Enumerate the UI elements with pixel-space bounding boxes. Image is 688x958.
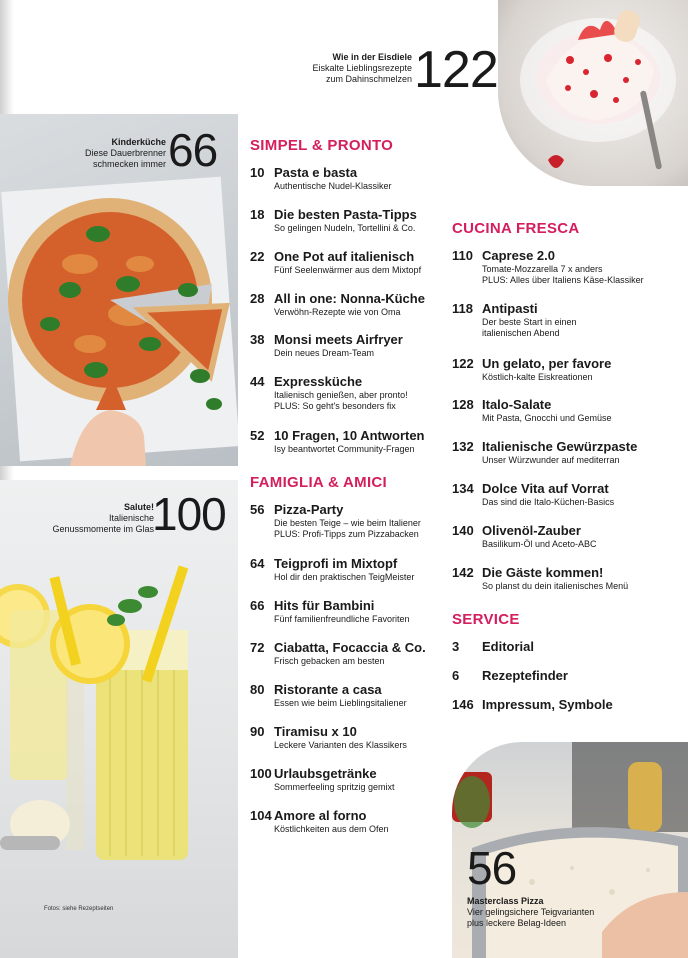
- toc-entry[interactable]: [452, 523, 682, 550]
- entry-subtitle: Der beste Start in einen: [482, 317, 577, 327]
- toc-entry[interactable]: [452, 668, 682, 684]
- entry-title: Impressum, Symbole: [482, 697, 613, 712]
- toc-entry[interactable]: [250, 165, 450, 192]
- dough-teaser: [467, 896, 647, 929]
- entry-page-number: 90: [250, 724, 265, 739]
- entry-page-number: 134: [452, 481, 474, 496]
- toc-entry[interactable]: [250, 556, 450, 583]
- entry-page-number: 18: [250, 207, 265, 222]
- entry-page-number: 3: [452, 639, 460, 654]
- toc-entry[interactable]: [250, 332, 450, 359]
- entry-title: Caprese 2.0: [482, 248, 555, 263]
- entry-page-number: 10: [250, 165, 265, 180]
- drinks-photo: [0, 480, 238, 958]
- entry-title: Die Gäste kommen!: [482, 565, 604, 580]
- drinks-illustration: [0, 480, 238, 958]
- entry-subtitle: So gelingen Nudeln, Tortellini & Co.: [274, 223, 416, 233]
- entry-subtitle: Verwöhn-Rezepte wie von Oma: [274, 307, 401, 317]
- toc-entry[interactable]: [452, 639, 682, 655]
- drinks-page-number: 100: [152, 488, 226, 540]
- entry-page-number: 66: [250, 598, 265, 613]
- entry-page-number: 110: [452, 248, 473, 263]
- entry-page-number: 52: [250, 428, 265, 443]
- icecream-photo: [498, 0, 688, 186]
- entry-page-number: 38: [250, 332, 265, 347]
- icecream-teaser-line-1: Eiskalte Lieblingsrezepte: [312, 63, 412, 73]
- toc-entry[interactable]: [250, 502, 450, 540]
- drinks-teaser-line-2: Genussmomente im Glas: [52, 524, 154, 534]
- entry-title: All in one: Nonna-Küche: [274, 291, 425, 306]
- entry-page-number: 132: [452, 439, 474, 454]
- drinks-teaser-title: Salute!: [123, 502, 154, 512]
- section-heading-service: SERVICE: [452, 611, 520, 628]
- entry-subtitle: Isy beantwortet Community-Fragen: [274, 444, 415, 454]
- toc-entry[interactable]: [452, 301, 682, 339]
- entry-title: Tiramisu x 10: [274, 724, 357, 739]
- icecream-teaser: [292, 52, 412, 85]
- entry-subtitle: Authentische Nudel-Klassiker: [274, 181, 392, 191]
- entry-subtitle: PLUS: So geht's besonders fix: [274, 401, 396, 411]
- entry-title: Italienische Gewürzpaste: [482, 439, 638, 454]
- entry-title: Antipasti: [482, 301, 538, 316]
- entry-page-number: 142: [452, 565, 474, 580]
- toc-entry[interactable]: [250, 808, 450, 835]
- entry-title: Urlaubsgetränke: [274, 766, 377, 781]
- entry-subtitle: So planst du dein italienisches Menü: [482, 581, 629, 591]
- entry-page-number: 6: [452, 668, 460, 683]
- toc-entry[interactable]: [452, 439, 682, 466]
- entry-title: Teigprofi im Mixtopf: [274, 556, 398, 571]
- toc-entry[interactable]: [250, 249, 450, 276]
- entry-subtitle: PLUS: Profi-Tipps zum Pizzabacken: [274, 529, 419, 539]
- entry-page-number: 118: [452, 301, 473, 316]
- entry-title: Editorial: [482, 639, 535, 654]
- entry-subtitle: Basilikum-Öl und Aceto-ABC: [482, 539, 597, 549]
- pizza-teaser: [50, 137, 166, 170]
- toc-entry[interactable]: [452, 481, 682, 508]
- entry-subtitle: Sommerfeeling spritzig gemixt: [274, 782, 395, 792]
- entry-title: One Pot auf italienisch: [274, 249, 415, 264]
- entry-subtitle: Tomate-Mozzarella 7 x anders: [482, 264, 603, 274]
- drinks-teaser-line-1: Italienische: [108, 513, 154, 523]
- entry-title: Ciabatta, Focaccia & Co.: [274, 640, 426, 655]
- toc-entry[interactable]: [250, 207, 450, 234]
- toc-entry[interactable]: [452, 397, 682, 424]
- dough-teaser-line-2: plus leckere Belag-Ideen: [467, 918, 567, 928]
- entry-subtitle: Köstlich-kalte Eiskreationen: [482, 372, 593, 382]
- toc-entry[interactable]: [452, 248, 682, 286]
- entry-subtitle: Leckere Varianten des Klassikers: [274, 740, 407, 750]
- toc-entry[interactable]: [250, 598, 450, 625]
- entry-subtitle: Essen wie beim Lieblingsitaliener: [274, 698, 407, 708]
- toc-entry[interactable]: [250, 682, 450, 709]
- entry-page-number: 72: [250, 640, 265, 655]
- entry-title: Pizza-Party: [274, 502, 344, 517]
- icecream-teaser-line-2: zum Dahinschmelzen: [325, 74, 412, 84]
- entry-subtitle: Die besten Teige – wie beim Italiener: [274, 518, 421, 528]
- entry-subtitle: Fünf familienfreundliche Favoriten: [274, 614, 410, 624]
- entry-title: Die besten Pasta-Tipps: [274, 207, 417, 222]
- entry-title: Pasta e basta: [274, 165, 358, 180]
- entry-subtitle: Frisch gebacken am besten: [274, 656, 385, 666]
- section-heading-simpel: SIMPEL & PRONTO: [250, 137, 394, 154]
- entry-subtitle: Dein neues Dream-Team: [274, 348, 375, 358]
- entry-subtitle: Mit Pasta, Gnocchi und Gemüse: [482, 413, 612, 423]
- entry-subtitle: Italienisch genießen, aber pronto!: [274, 390, 408, 400]
- entry-page-number: 128: [452, 397, 474, 412]
- entry-title: Expressküche: [274, 374, 363, 389]
- entry-title: Italo-Salate: [482, 397, 552, 412]
- dough-page-number: 56: [467, 842, 517, 894]
- entry-title: Amore al forno: [274, 808, 367, 823]
- entry-title: Monsi meets Airfryer: [274, 332, 403, 347]
- entry-subtitle: Das sind die Italo-Küchen-Basics: [482, 497, 615, 507]
- entry-subtitle: Fünf Seelenwärmer aus dem Mixtopf: [274, 265, 422, 275]
- entry-page-number: 28: [250, 291, 265, 306]
- dough-teaser-line-1: Vier gelingsichere Teigvarianten: [467, 907, 595, 917]
- entry-title: Dolce Vita auf Vorrat: [482, 481, 609, 496]
- entry-page-number: 146: [452, 697, 474, 712]
- entry-title: Rezeptefinder: [482, 668, 568, 683]
- entry-page-number: 56: [250, 502, 265, 517]
- entry-title: Ristorante a casa: [274, 682, 382, 697]
- icecream-teaser-title: Wie in der Eisdiele: [332, 52, 412, 62]
- section-heading-famiglia: FAMIGLIA & AMICI: [250, 474, 388, 491]
- icecream-page-number: 122: [414, 41, 498, 99]
- toc-entry[interactable]: [250, 640, 450, 667]
- dough-teaser-title: Masterclass Pizza: [467, 896, 544, 906]
- toc-entry[interactable]: [452, 697, 682, 713]
- pizza-teaser-line-1: Diese Dauerbrenner: [84, 148, 166, 158]
- entry-title: Hits für Bambini: [274, 598, 375, 613]
- toc-entry[interactable]: [250, 374, 450, 412]
- entry-page-number: 140: [452, 523, 474, 538]
- toc-entry[interactable]: [250, 291, 450, 318]
- entry-page-number: 100: [250, 766, 272, 781]
- entry-page-number: 80: [250, 682, 265, 697]
- toc-entry[interactable]: [250, 724, 450, 751]
- entry-page-number: 122: [452, 356, 474, 371]
- entry-page-number: 64: [250, 556, 265, 571]
- section-heading-cucina: CUCINA FRESCA: [452, 220, 580, 237]
- toc-entry[interactable]: [452, 565, 682, 592]
- entry-title: 10 Fragen, 10 Antworten: [274, 428, 425, 443]
- entry-subtitle: italienischen Abend: [482, 328, 560, 338]
- icecream-illustration: [498, 0, 688, 186]
- entry-page-number: 44: [250, 374, 265, 389]
- entry-page-number: 104: [250, 808, 272, 823]
- entry-title: Olivenöl-Zauber: [482, 523, 581, 538]
- pizza-page-number: 66: [168, 124, 218, 176]
- entry-page-number: 22: [250, 249, 265, 264]
- entry-subtitle: Köstlichkeiten aus dem Ofen: [274, 824, 389, 834]
- entry-title: Un gelato, per favore: [482, 356, 612, 371]
- entry-subtitle: Hol dir den praktischen TeigMeister: [274, 572, 415, 582]
- toc-entry[interactable]: [452, 356, 682, 383]
- entry-subtitle: Unser Würzwunder auf mediterran: [482, 455, 620, 465]
- pizza-teaser-title: Kinderküche: [111, 137, 166, 147]
- photo-credit: Fotos: siehe Rezeptseiten: [44, 906, 114, 912]
- entry-subtitle: PLUS: Alles über Italiens Käse-Klassiker: [482, 275, 644, 285]
- toc-entry[interactable]: [250, 766, 450, 793]
- drinks-teaser: [44, 502, 154, 535]
- toc-entry[interactable]: [250, 428, 450, 455]
- pizza-teaser-line-2: schmecken immer: [92, 159, 166, 169]
